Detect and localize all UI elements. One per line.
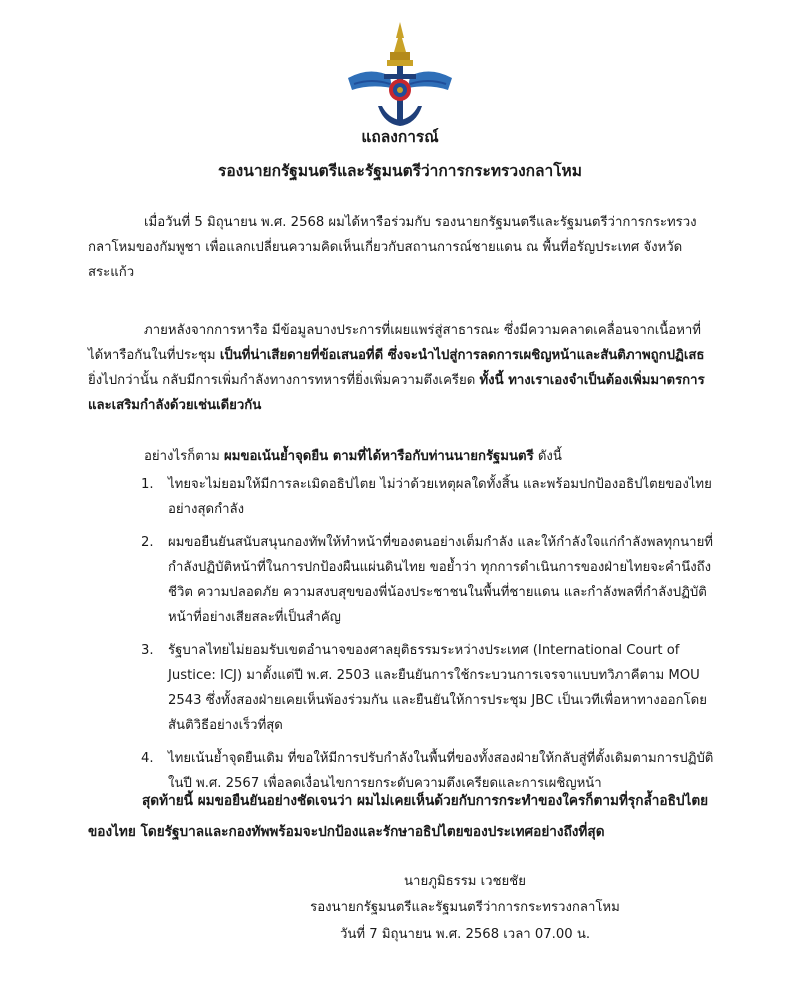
list-item-number: 2. bbox=[141, 535, 154, 550]
statement-date: วันที่ 7 มิถุนายน พ.ศ. 2568 เวลา 07.00 น. bbox=[339, 927, 591, 942]
signatory-position: รองนายกรัฐมนตรีและรัฐมนตรีว่าการกระทรวงกลาโหม bbox=[310, 900, 620, 915]
list-item-text: ผมขอยืนยันสนับสนุนกองทัพให้ทำหน้าที่ของตนอย่างเต็มกำลัง และให้กำลังใจแก่กำลังพลทุกนายที่กำลังปฏิบัติหน้าที่ในการปกป้องผืนแผ่นดินไทย ขอย้ำว่า ทุกการดำเนินการของฝ่ายไทยจะคำนึงถึงชีวิต ความปลอดภัย ความสงบสุขของพี่น้องประชาชนในพื้นที่ชายแดน และกำลังพลที่กำลังปฏิบัติหน้าที่อย่างเสียสละที่เป็นสำคัญ bbox=[168, 535, 713, 625]
paragraph-3-text-c: ดังนี้ bbox=[533, 449, 562, 464]
paragraph-3-bold-b: ผมขอเน้นย้ำจุดยืน ตามที่ได้หารือกับท่านนายกรัฐมนตรี bbox=[224, 449, 534, 464]
statement-title: แถลงการณ์ bbox=[361, 128, 439, 146]
royal-thai-navy-emblem-icon bbox=[340, 18, 460, 138]
paragraph-2-bold-d: ทั้งนี้ ทางเราเองจำเป็นต้องเพิ่มมาตรการและเสริมกำลังด้วยเช่นเดียวกัน bbox=[88, 373, 705, 413]
statement-subtitle: รองนายกรัฐมนตรีและรัฐมนตรีว่าการกระทรวงกลาโหม bbox=[218, 162, 582, 180]
paragraph-3-text-a: อย่างไรก็ตาม bbox=[144, 449, 225, 464]
list-item bbox=[88, 638, 716, 738]
paragraph-1 bbox=[88, 210, 716, 285]
paragraph-1-text: เมื่อวันที่ 5 มิถุนายน พ.ศ. 2568 ผมได้หารือร่วมกับ รองนายกรัฐมนตรีและรัฐมนตรีว่าการกระทรวงกลาโหมของกัมพูชา เพื่อแลกเปลี่ยนความคิดเห็นเกี่ยวกับสถานการณ์ชายแดน ณ พื้นที่อรัญประเทศ จังหวัดสระแก้ว bbox=[88, 215, 697, 280]
paragraph-3 bbox=[88, 444, 716, 469]
list-item-number: 3. bbox=[141, 643, 154, 658]
paragraph-2-bold-b: เป็นที่น่าเสียดายที่ข้อเสนอที่ดี ซึ่งจะนำไปสู่การลดการเผชิญหน้าและสันติภาพถูกปฏิเสธ bbox=[219, 348, 705, 363]
signatory-name: นายภูมิธรรม เวชยชัย bbox=[404, 874, 526, 889]
paragraph-2 bbox=[88, 318, 716, 418]
list-item-text: ไทยจะไม่ยอมให้มีการละเมิดอธิปไตย ไม่ว่าด้วยเหตุผลใดทั้งสิ้น และพร้อมปกป้องอธิปไตยของไทยอย่างสุดกำลัง bbox=[168, 477, 712, 517]
position-list bbox=[88, 472, 716, 804]
paragraph-2-text-a: ภายหลังจากการหารือ มีข้อมูลบางประการที่เผยแพร่สู่สาธารณะ ซึ่งมีความคลาดเคลื่อนจากเนื้อหาที่ได้หารือกันในที่ประชุม bbox=[88, 323, 702, 363]
list-item bbox=[88, 530, 716, 630]
list-item-number: 1. bbox=[141, 477, 154, 492]
list-item-text: ไทยเน้นย้ำจุดยืนเดิม ที่ขอให้มีการปรับกำลังในพื้นที่ของทั้งสองฝ่ายให้กลับสู่ที่ตั้งเดิมตามการปฏิบัติในปี พ.ศ. 2567 เพื่อลดเงื่อนไขการยกระดับความตึงเครียดและการเผชิญหน้า bbox=[168, 751, 714, 791]
list-item bbox=[88, 472, 716, 522]
closing-paragraph: สุดท้ายนี้ ผมขอยืนยันอย่างชัดเจนว่า ผมไม่เคยเห็นด้วยกับการกระทำของใครก็ตามที่รุกล้ำอธิปไตยของไทย โดยรัฐบาลและกองทัพพร้อมจะปกป้องและรักษาอธิปไตยของประเทศอย่างถึงที่สุด bbox=[88, 793, 709, 840]
paragraph-2-text-c: ยิ่งไปกว่านั้น กลับมีการเพิ่มกำลังทางการทหารที่ยิ่งเพิ่มความตึงเครียด bbox=[88, 373, 480, 388]
list-item-number: 4. bbox=[141, 751, 154, 766]
list-item-text: รัฐบาลไทยไม่ยอมรับเขตอำนาจของศาลยุติธรรมระหว่างประเทศ (International Court of Justice: ICJ) มาตั้งแต่ปี พ.ศ. 2503 และยืนยันการใช้กระบวนการเจรจาแบบทวิภาคีตาม MOU 2543 ซึ่งทั้งสองฝ่ายเคยเห็นพ้องร่วมกัน และยืนยันให้การประชุม JBC เป็นเวทีเพื่อหาทางออกโดยสันติวิธีอย่างเร็วที่สุด bbox=[168, 643, 707, 733]
